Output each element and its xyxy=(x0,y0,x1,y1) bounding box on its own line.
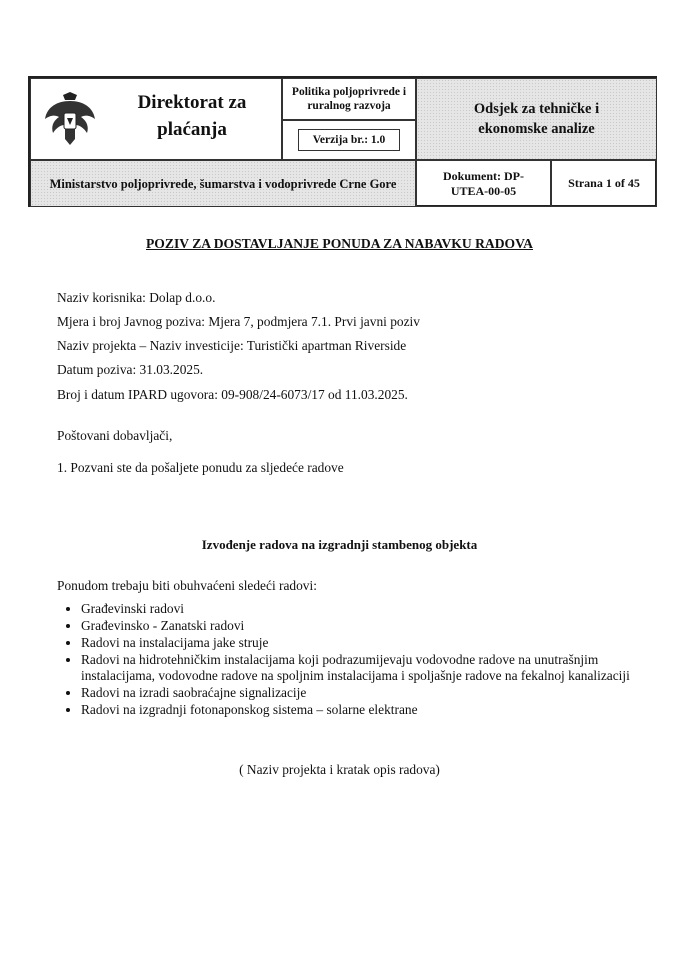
document-title: POZIV ZA DOSTAVLJANJE PONUDA ZA NABAVKU RADOVA xyxy=(146,236,533,251)
call-measure: Mjera i broj Javnog poziva: Mjera 7, podmjera 7.1. Prvi javni poziv xyxy=(57,314,420,329)
list-item: • Građevinsko - Zanatski radovi xyxy=(81,618,661,634)
montenegro-coat-of-arms-icon xyxy=(43,91,97,149)
page-number-cell: Strana 1 of 45 xyxy=(551,160,657,207)
works-note: ( Naziv projekta i kratak opis radova) xyxy=(239,762,440,777)
document-header xyxy=(28,76,657,207)
ipard-contract: Broj i datum IPARD ugovora: 09-908/24-6073/17 od 11.03.2025. xyxy=(57,387,408,402)
list-item: • Radovi na izradi saobraćajne signalizacije xyxy=(81,685,661,701)
list-item: • Građevinski radovi xyxy=(81,601,661,617)
greeting: Poštovani dobavljači, xyxy=(57,428,173,443)
directorate-cell xyxy=(30,78,282,160)
document-cell: Dokument: DP-UTEA-00-05 xyxy=(416,160,551,207)
ministry-cell: Ministarstvo poljoprivrede, šumarstva i vodoprivrede Crne Gore xyxy=(30,160,416,207)
version-label: Verzija br.: 1.0 xyxy=(298,129,401,151)
works-title: Izvođenje radova na izgradnji stambenog objekta xyxy=(201,537,478,552)
list-item: • Radovi na instalacijama jake struje xyxy=(81,635,661,651)
policy-cell: Politika poljoprivrede i ruralnog razvoja xyxy=(282,78,416,120)
list-item: • Radovi na izgradnji fotonaponskog sistema – solarne elektrane xyxy=(81,702,661,718)
list-item: • Radovi na hidrotehničkim instalacijama koji podrazumijevaju vodovodne radove na unutrašnjim instalacijama, vodovodne radove na spoljnim instalacijama i spoljašnje radove na fekalnoj kanalizaciji xyxy=(81,652,661,684)
beneficiary-name: Naziv korisnika: Dolap d.o.o. xyxy=(57,290,216,305)
call-date: Datum poziva: 31.03.2025. xyxy=(57,362,204,377)
project-name: Naziv projekta – Naziv investicije: Turistički apartman Riverside xyxy=(57,338,407,353)
department-cell: Odsjek za tehničke i ekonomske analize xyxy=(416,78,657,160)
works-list xyxy=(57,601,661,719)
works-intro: Ponudom trebaju biti obuhvaćeni sledeći radovi: xyxy=(57,578,317,593)
item-1: 1. Pozvani ste da pošaljete ponudu za sljedeće radove xyxy=(57,460,344,475)
version-cell xyxy=(282,120,416,160)
directorate-title: Direktorat za plaćanja xyxy=(137,92,247,140)
